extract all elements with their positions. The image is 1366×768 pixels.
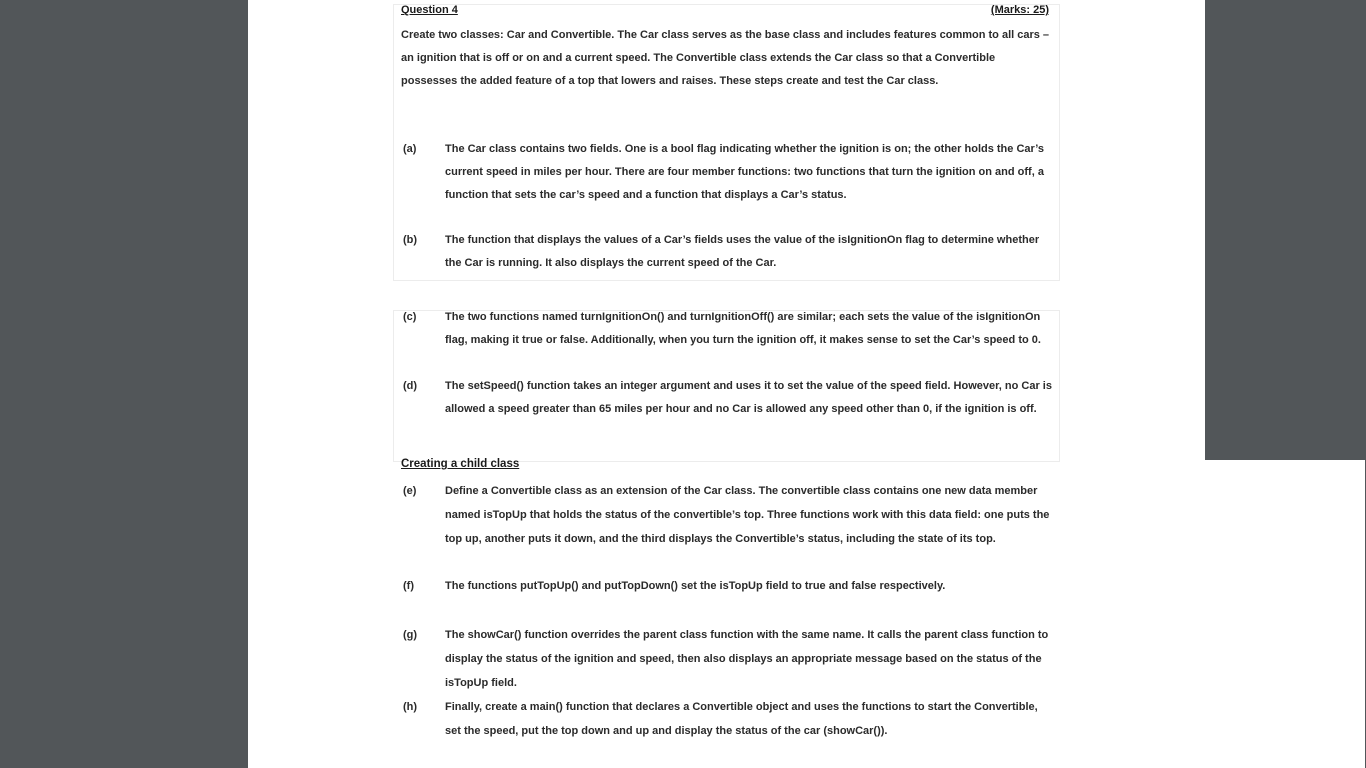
item-text: Define a Convertible class as an extension of the Car class. The convertible class contains one new data member named isTopUp that holds the status of the convertible’s top. Three functions work with this data field: one puts the top up, another puts it down, and the third displays the Convertible’s status, including the state of its top. <box>445 485 1050 545</box>
item-label: (b) <box>403 234 418 246</box>
item-label: (h) <box>403 701 418 713</box>
item-text: The two functions named turnIgnitionOn() and turnIgnitionOff() are similar; each sets the value of the isIgnitionOn flag, making it true or false. Additionally, when you turn the ignition off, it makes sense to set the Car’s speed to 0. <box>445 311 1041 346</box>
item-text: The Car class contains two fields. One is a bool flag indicating whether the ignition is on; the other holds the Car’s current speed in miles per hour. There are four member functions: two functions that turn the ignition on and off, a function that sets the car’s speed and a function that displays a Car’s status. <box>445 143 1044 201</box>
question-header <box>401 4 1049 16</box>
question-intro: Create two classes: Car and Convertible. The Car class serves as the base class and includes features common to all cars – an ignition that is off or on and a current speed. The Convertible class extends the Car class so that a Convertible possesses the added feature of a top that lowers and raises. These steps create and test the Car class. <box>401 29 1050 87</box>
item-label: (g) <box>403 629 418 641</box>
item-text: The showCar() function overrides the parent class function with the same name. It calls the parent class function to display the status of the ignition and speed, then also displays an appropriate message based on the status of the isTopUp field. <box>445 629 1049 689</box>
question-marks: (Marks: 25) <box>990 4 1049 16</box>
section-heading: Creating a child class <box>401 458 520 470</box>
item-label: (e) <box>403 485 417 497</box>
item-text: The setSpeed() function takes an integer argument and uses it to set the value of the speed field. However, no Car is allowed a speed greater than 65 miles per hour and no Car is allowed any speed other than 0, if the ignition is off. <box>445 380 1052 415</box>
item-text: Finally, create a main() function that declares a Convertible object and uses the functions to start the Convertible, set the speed, put the top down and up and display the status of the car (showCar()). <box>445 701 1038 737</box>
item-label: (c) <box>403 311 417 323</box>
question-title: Question 4 <box>401 4 458 16</box>
item-label: (f) <box>403 580 414 592</box>
item-text: The function that displays the values of a Car’s fields uses the value of the isIgnitionOn flag to determine whether the Car is running. It also displays the current speed of the Car. <box>445 234 1040 269</box>
item-label: (d) <box>403 380 418 392</box>
item-label: (a) <box>403 143 417 155</box>
item-text: The functions putTopUp() and putTopDown() set the isTopUp field to true and false respectively. <box>445 580 946 592</box>
